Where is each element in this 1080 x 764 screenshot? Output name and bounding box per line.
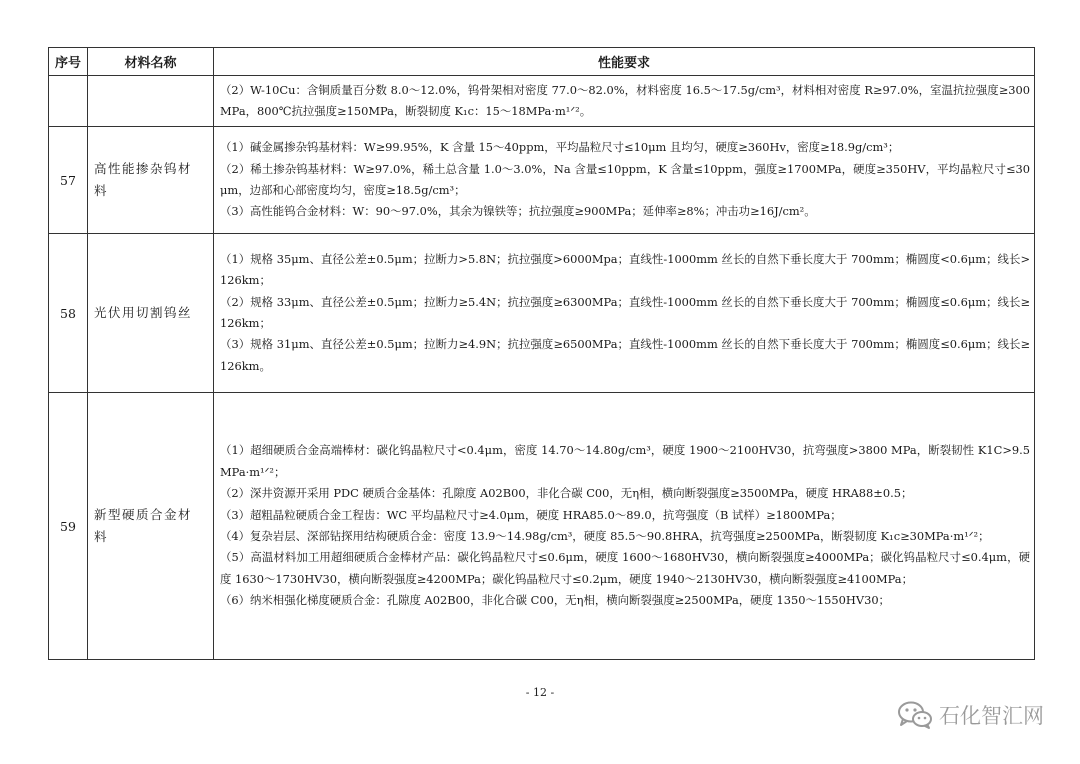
table-row [49,234,1035,393]
requirement-line: （6）纳米相强化梯度硬质合金：孔隙度 A02B00，非化合碳 C00，无η相，横向断裂强度≥2500MPa，硬度 1350～1550HV30； [220,593,890,608]
requirement-line: （2）规格 33μm、直径公差±0.5μm；拉断力≥5.4N；抗拉强度≥6300MPa；直线性-1000mm 丝长的自然下垂长度大于 700mm；椭圆度≤0.6μm；线长≥126km； [220,294,1030,330]
requirements-cell [214,76,1035,127]
material-name: 光伏用切割钨丝 [88,234,214,393]
row-number: 59 [49,393,88,660]
row-number: 58 [49,234,88,393]
table-header-row [49,48,1035,76]
requirement-line: （3）超粗晶粒硬质合金工程齿：WC 平均晶粒尺寸≥4.0μm，硬度 HRA85.0～89.0，抗弯强度（B 试样）≥1800MPa； [220,507,842,522]
requirement-line: （3）规格 31μm、直径公差±0.5μm；拉断力≥4.9N；抗拉强度≥6500MPa；直线性-1000mm 丝长的自然下垂长度大于 700mm；椭圆度≤0.6μm；线长≥126km。 [220,337,1030,373]
header-requirements: 性能要求 [214,48,1035,76]
requirement-line: （1）碱金属掺杂钨基材料：W≥99.95%，K 含量 15～40ppm，平均晶粒尺寸≤10μm 且均匀，硬度≥360Hv，密度≥18.9g/cm³； [220,140,900,155]
requirement-line: （5）高温材料加工用超细硬质合金棒材产品：碳化钨晶粒尺寸≤0.6μm，硬度 1600～1680HV30，横向断裂强度≥4000MPa；碳化钨晶粒尺寸≤0.4μm，硬度 1630～1730HV30，横向断裂强度≥4200MPa；碳化钨晶粒尺寸≤0.2μm，硬度 1940～2130HV30，横向断裂强度≥4100MPa； [220,550,1030,586]
page-number: - 12 - [525,686,555,699]
material-name: 新型硬质合金材料 [88,393,214,660]
header-material-name: 材料名称 [88,48,214,76]
requirement-line: （2）深井资源开采用 PDC 硬质合金基体：孔隙度 A02B00，非化合碳 C00，无η相，横向断裂强度≥3500MPa，硬度 HRA88±0.5； [220,486,913,501]
requirements-cell [214,234,1035,393]
table-row [49,76,1035,127]
material-name: 高性能掺杂钨材料 [88,127,214,234]
requirement-line: （4）复杂岩层、深部钻探用结构硬质合金：密度 13.9～14.98g/cm³，硬度 85.5～90.8HRA，抗弯强度≥2500MPa，断裂韧度 K₁c≥30MPa·m¹ᐟ²； [220,529,990,543]
requirement-line: （2）W-10Cu：含铜质量百分数 8.0～12.0%，钨骨架相对密度 77.0～82.0%，材料密度 16.5～17.5g/cm³，材料相对密度 R≥97.0%，室温抗拉强度≥300MPa，800℃抗拉强度≥150MPa，断裂韧度 K₁c：15～18MPa·m¹ᐟ²。 [220,82,1030,118]
row-number: 57 [49,127,88,234]
document-page [48,47,1034,660]
watermark-text: 石化智汇网 [939,704,1044,728]
wechat-icon [897,700,933,730]
requirement-line: （3）高性能钨合金材料：W：90～97.0%，其余为镍铁等；抗拉强度≥900MPa；延伸率≥8%；冲击功≥16J/cm²。 [220,204,816,219]
spec-table [48,47,1035,660]
row-number [49,76,88,127]
table-row [49,127,1035,234]
table-row [49,393,1035,660]
requirements-cell [214,127,1035,234]
requirements-cell [214,393,1035,660]
requirement-line: （1）超细硬质合金高端棒材：碳化钨晶粒尺寸<0.4μm，密度 14.70～14.80g/cm³，硬度 1900～2100HV30，抗弯强度>3800 MPa，断裂韧性 K1C>9.5MPa·m¹ᐟ²； [220,443,1030,479]
material-name [88,76,214,127]
header-no: 序号 [49,48,88,76]
watermark [897,700,1044,730]
requirement-line: （2）稀土掺杂钨基材料：W≥97.0%，稀土总含量 1.0～3.0%，Na 含量≤10ppm，K 含量≤10ppm，强度≥1700MPa，硬度≥350HV，平均晶粒尺寸≤30μm，边部和心部密度均匀，密度≥18.5g/cm³； [220,161,1030,197]
requirement-line: （1）规格 35μm、直径公差±0.5μm；拉断力>5.8N；抗拉强度>6000Mpa；直线性-1000mm 丝长的自然下垂长度大于 700mm；椭圆度<0.6μm；线长>126km； [220,251,1030,288]
